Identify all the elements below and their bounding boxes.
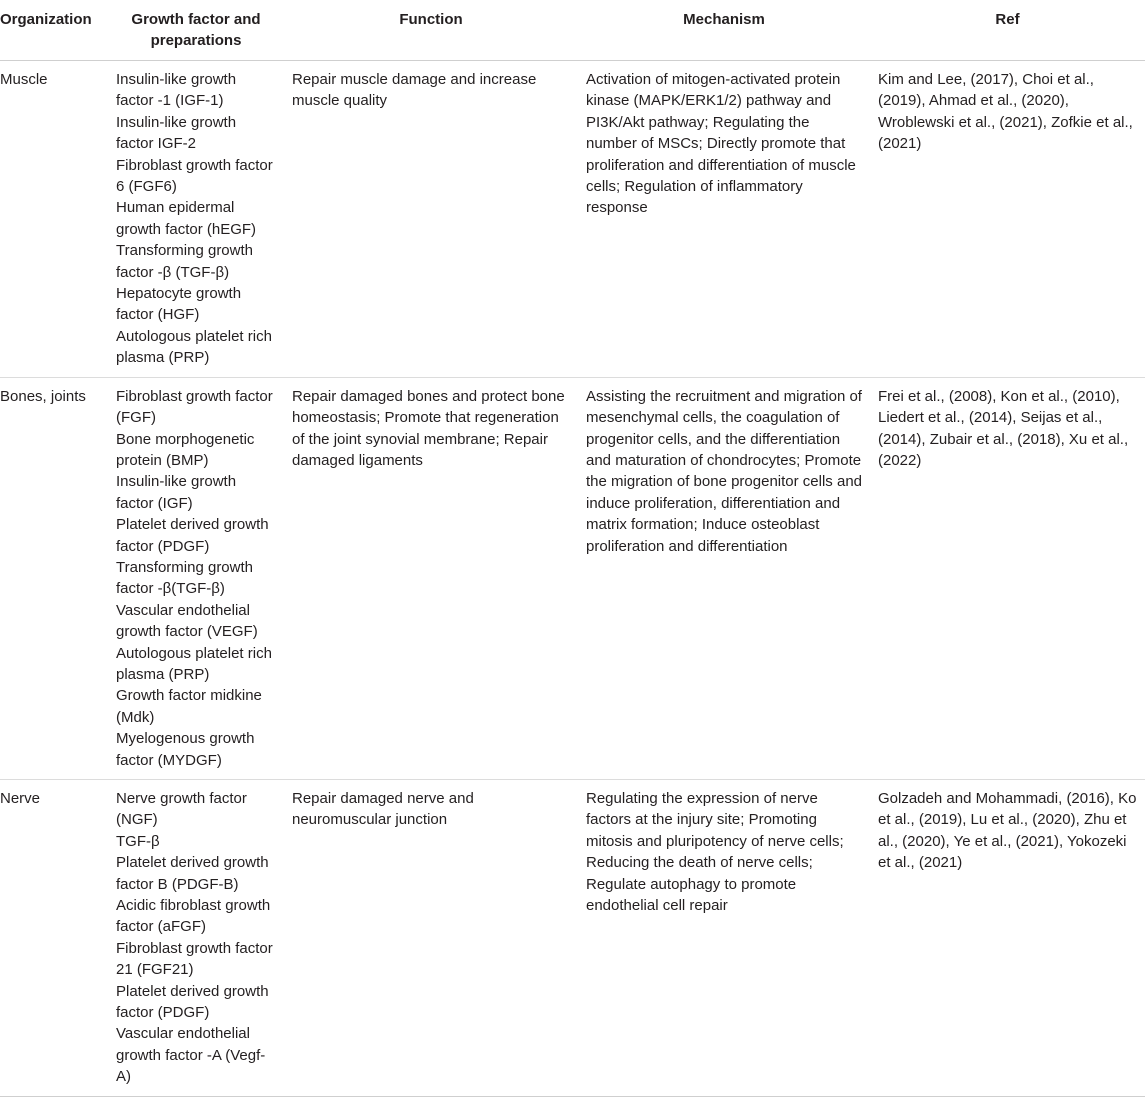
growth-factor-item: Platelet derived growth factor (PDGF)	[116, 516, 269, 555]
growth-factor-cell	[108, 377, 284, 779]
growth-factor-cell	[108, 61, 284, 378]
growth-factor-item: Transforming growth factor -β(TGF-β)	[116, 558, 253, 598]
growth-factor-item: Autologous platelet rich plasma (PRP)	[116, 327, 272, 367]
growth-factor-item: Insulin-like growth factor IGF-2	[116, 113, 237, 153]
function-cell: Repair damaged nerve and neuromuscular junction	[284, 780, 578, 1097]
header-mechanism: Mechanism	[578, 0, 870, 61]
growth-factor-item: TGF-β	[116, 832, 160, 850]
header-function: Function	[284, 0, 578, 61]
growth-factor-item: Myelogenous growth factor (MYDGF)	[116, 730, 255, 769]
mechanism-cell: Regulating the expression of nerve factors at the injury site; Promoting mitosis and pluripotency of nerve cells; Reducing the death of nerve cells; Regulate autophagy to promote endothelial cell repair	[578, 780, 870, 1097]
growth-factor-item: Transforming growth factor -β (TGF-β)	[116, 242, 253, 281]
growth-factor-item: Platelet derived growth factor (PDGF)	[116, 982, 269, 1022]
growth-factor-item: Fibroblast growth factor 6 (FGF6)	[116, 156, 273, 196]
growth-factor-item: Bone morphogenetic protein (BMP)	[116, 430, 255, 469]
growth-factor-item: Hepatocyte growth factor (HGF)	[116, 285, 242, 324]
header-row	[0, 0, 1145, 61]
growth-factor-item: Insulin-like growth factor -1 (IGF-1)	[116, 71, 237, 110]
growth-factor-item: Nerve growth factor (NGF)	[116, 790, 247, 829]
growth-factor-item: Human epidermal growth factor (hEGF)	[116, 199, 257, 238]
table-row	[0, 61, 1145, 378]
function-cell: Repair damaged bones and protect bone homeostasis; Promote that regeneration of the joint synovial membrane; Repair damaged ligaments	[284, 377, 578, 779]
ref-cell: Kim and Lee, (2017), Choi et al., (2019), Ahmad et al., (2020), Wroblewski et al., (2021), Zofkie et al., (2021)	[870, 61, 1145, 378]
growth-factor-item: Autologous platelet rich plasma (PRP)	[116, 644, 272, 683]
growth-factor-item: Platelet derived growth factor B (PDGF-B)	[116, 854, 269, 893]
ref-cell: Frei et al., (2008), Kon et al., (2010), Liedert et al., (2014), Seijas et al., (2014), Zubair et al., (2018), Xu et al., (2022)	[870, 377, 1145, 779]
mechanism-cell: Assisting the recruitment and migration of mesenchymal cells, the coagulation of progenitor cells, and the differentiation and maturation of chondrocytes; Promote the migration of bone progenitor cells and induce proliferation, differentiation and matrix formation; Induce osteoblast proliferation and differentiation	[578, 377, 870, 779]
header-growth-factor: Growth factor and preparations	[108, 0, 284, 61]
table-row	[0, 780, 1145, 1097]
header-organization: Organization	[0, 0, 108, 61]
growth-factor-cell	[108, 780, 284, 1097]
ref-cell: Golzadeh and Mohammadi, (2016), Ko et al., (2019), Lu et al., (2020), Zhu et al., (2020), Ye et al., (2021), Yokozeki et al., (2021)	[870, 780, 1145, 1097]
growth-factor-item: Vascular endothelial growth factor -A (Vegf-A)	[116, 1025, 266, 1086]
growth-factor-item: Growth factor midkine (Mdk)	[116, 687, 262, 726]
mechanism-cell: Activation of mitogen-activated protein kinase (MAPK/ERK1/2) pathway and PI3K/Akt pathway; Regulating the number of MSCs; Directly promote that proliferation and differentiation of muscle cells; Regulation of inflammatory response	[578, 61, 870, 378]
growth-factor-item: Acidic fibroblast growth factor (aFGF)	[116, 897, 271, 936]
growth-factor-item: Vascular endothelial growth factor (VEGF)	[116, 601, 258, 641]
header-ref: Ref	[870, 0, 1145, 61]
organization-cell: Muscle	[0, 61, 108, 378]
growth-factor-item: Insulin-like growth factor (IGF)	[116, 473, 237, 512]
function-cell: Repair muscle damage and increase muscle quality	[284, 61, 578, 378]
table-row	[0, 377, 1145, 779]
organization-cell: Bones, joints	[0, 377, 108, 779]
organization-cell: Nerve	[0, 780, 108, 1097]
growth-factor-item: Fibroblast growth factor (FGF)	[116, 387, 273, 427]
growth-factor-item: Fibroblast growth factor 21 (FGF21)	[116, 939, 273, 979]
